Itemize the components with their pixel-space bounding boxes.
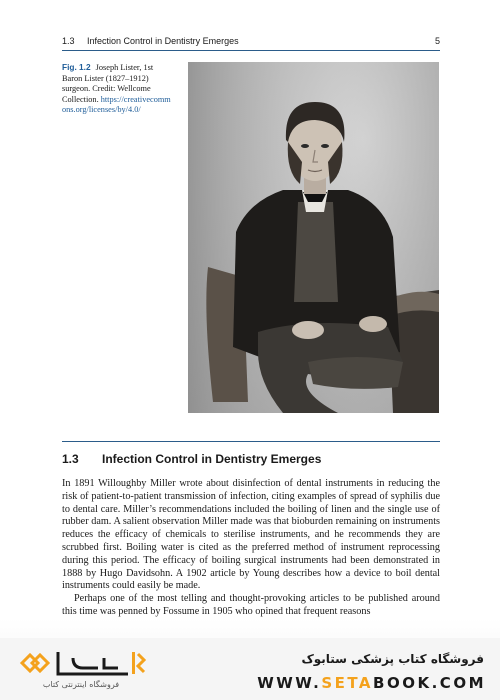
site-url-highlight: SETA [321,674,374,692]
figure-label: Fig. 1.2 [62,62,91,72]
logo-subtitle: فروشگاه اینترنتی کتاب [42,680,120,689]
shop-name: فروشگاه کتاب پزشکی ستابوک [301,652,484,666]
running-head-title: Infection Control in Dentistry Emerges [87,36,239,46]
watermark-banner [0,638,500,700]
running-head [62,36,440,46]
setabook-logo [18,646,146,680]
paragraph: Perhaps one of the most telling and thought-provoking articles to be published around this time was penned by Fossume in 1905 who opined that frequent reasons [62,593,440,617]
section-heading [62,452,440,466]
header-rule [62,50,440,51]
section-title: Infection Control in Dentistry Emerges [102,452,322,466]
body-text [62,478,440,619]
paragraph: In 1891 Willoughby Miller wrote about disinfection of dental instruments in reducing the risk of patient-to-patient transmission of infection, citing examples of spread of syphilis due to dental care. Miller’s recommendations included the boiling of linen and the single use of rubber dam. A salient observation Miller made was that bioburden remaining on instruments reduces the efficacy of chemicals to sterilise instruments, and he recommends they are scrubbed first. Boiling water is cited as the preferred method of instrument reprocessing during this period. The efficacy of boiling surgical instruments had been demonstrated in 1888 by Hugo Davidsohn. A 1902 article by Young describes how a device to boil dental instruments could easily be made. [62,478,440,592]
figure-caption-text: Joseph Lister, 1st Baron Lister (1827–1912) surgeon. Credit: Wellcome Collection. [62,63,154,104]
site-url-suffix: BOOK.COM [373,674,486,692]
page-number: 5 [434,36,440,46]
site-url[interactable] [257,674,486,692]
license-link[interactable]: https://creativecommons.org/licenses/by/4.0/ [62,94,171,114]
portrait-photo [188,62,439,413]
figure-caption [62,62,174,116]
running-head-title-group [62,36,239,46]
section-number: 1.3 [62,452,79,466]
running-head-section: 1.3 [62,36,75,46]
section-rule [62,441,440,442]
site-url-prefix: WWW. [257,674,322,692]
